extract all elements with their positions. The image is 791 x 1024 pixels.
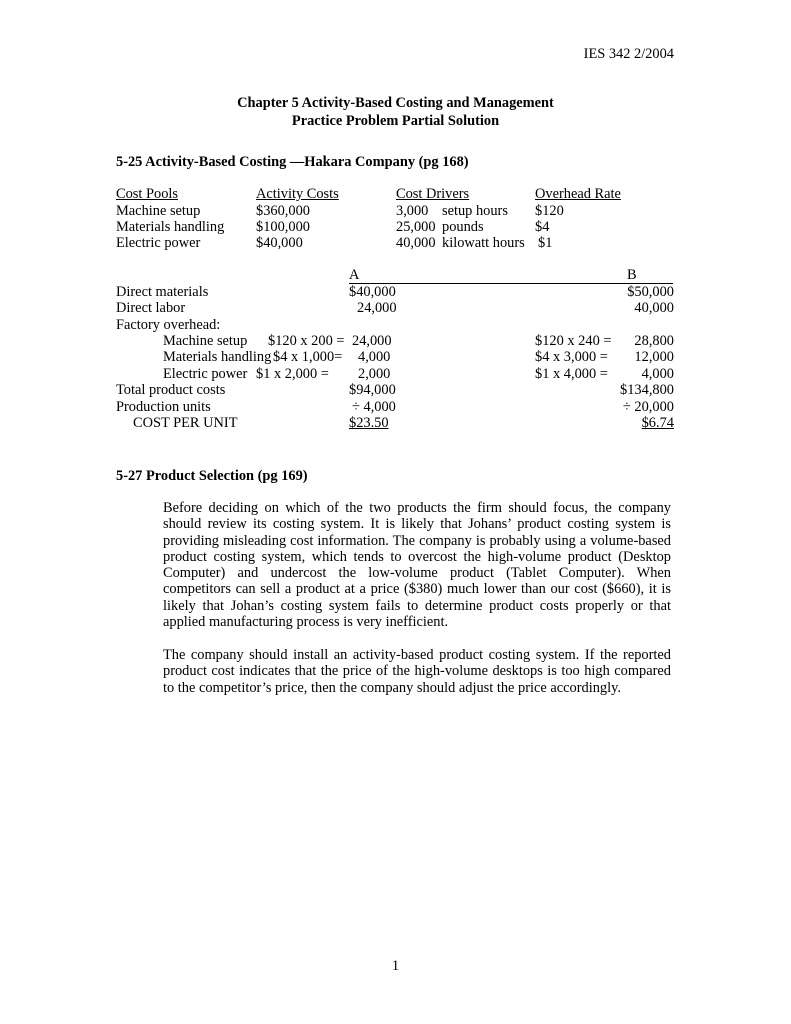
page-title: Chapter 5 Activity-Based Costing and Management bbox=[237, 95, 554, 111]
paragraph-product-selection: Before deciding on which of the two products the firm should focus, the company should review its costing system. It is likely that Johans’ product costing system is providing misleading cost information. The company is probably using a volume-based product costing system, which tends to overcost the high-volume product (Desktop Computer) and undercost the low-volume product (Tablet Computer). When competitors can sell a product at a price ($380) much lower than our cost ($660), it is likely that Johan’s costing system fails to determine product costs properly or that applied manufacturing process is very inefficient. bbox=[163, 500, 671, 631]
total-product-costs-a: $94,000 bbox=[349, 382, 396, 398]
rate-row-quantity: 25,000 bbox=[396, 219, 436, 235]
page-number: 1 bbox=[391, 958, 400, 974]
rate-row-driver: setup hours bbox=[442, 203, 508, 219]
production-units-b: ÷ 20,000 bbox=[622, 399, 674, 415]
production-units-a: ÷ 4,000 bbox=[352, 399, 396, 415]
rate-row-pool: Machine setup bbox=[116, 203, 201, 219]
overhead-a: 2,000 bbox=[358, 366, 391, 382]
document-reference: IES 342 2/2004 bbox=[583, 46, 674, 62]
overhead-calc-a: $120 x 200 = bbox=[268, 333, 345, 349]
rate-row-driver: kilowatt hours bbox=[442, 235, 525, 251]
overhead-b: 12,000 bbox=[634, 349, 674, 365]
cost-per-unit-a: $23.50 bbox=[349, 415, 389, 431]
total-product-costs-b: $134,800 bbox=[620, 382, 674, 398]
cost-label-direct-labor: Direct labor bbox=[116, 300, 186, 316]
rate-row-cost: $100,000 bbox=[256, 219, 310, 235]
rate-header-overhead-rate: Overhead Rate bbox=[535, 186, 621, 202]
section-heading-5-27: 5-27 Product Selection (pg 169) bbox=[116, 468, 308, 484]
rate-row-quantity: 3,000 bbox=[396, 203, 429, 219]
rate-row-rate: $4 bbox=[535, 219, 550, 235]
rate-header-cost-pools: Cost Pools bbox=[116, 186, 178, 202]
rate-row-rate: $1 bbox=[538, 235, 553, 251]
cost-b-direct-labor: 40,000 bbox=[634, 300, 674, 316]
rate-header-cost-drivers: Cost Drivers bbox=[396, 186, 470, 202]
rate-row-rate: $120 bbox=[535, 203, 564, 219]
rate-row-pool: Materials handling bbox=[116, 219, 225, 235]
page-subtitle: Practice Problem Partial Solution bbox=[291, 113, 500, 129]
factory-overhead-label: Factory overhead: bbox=[116, 317, 221, 333]
overhead-b: 28,800 bbox=[634, 333, 674, 349]
overhead-b: 4,000 bbox=[641, 366, 674, 382]
rate-row-driver: pounds bbox=[442, 219, 484, 235]
cost-per-unit-b: $6.74 bbox=[641, 415, 674, 431]
rate-row-pool: Electric power bbox=[116, 235, 201, 251]
overhead-calc-b: $1 x 4,000 = bbox=[535, 366, 608, 382]
cost-column-a-header: A bbox=[349, 267, 360, 283]
paragraph-recommendation: The company should install an activity-based product costing system. If the reported product cost indicates that the price of the high-volume desktops is too high compared to the competitor’s price, then the company should adjust the price accordingly. bbox=[163, 647, 671, 696]
rate-row-quantity: 40,000 bbox=[396, 235, 436, 251]
cost-b-direct-materials: $50,000 bbox=[627, 284, 674, 300]
cost-column-b-header: B bbox=[627, 267, 637, 283]
section-heading-5-25: 5-25 Activity-Based Costing —Hakara Company (pg 168) bbox=[116, 154, 469, 170]
rate-header-activity-costs: Activity Costs bbox=[256, 186, 339, 202]
overhead-a: 4,000 bbox=[358, 349, 391, 365]
column-header-rule bbox=[349, 283, 673, 284]
overhead-calc-a: $1 x 2,000 = bbox=[256, 366, 329, 382]
rate-row-cost: $360,000 bbox=[256, 203, 310, 219]
cost-a-direct-labor: 24,000 bbox=[357, 300, 397, 316]
cost-per-unit-label: COST PER UNIT bbox=[133, 415, 238, 431]
total-product-costs-label: Total product costs bbox=[116, 382, 226, 398]
production-units-label: Production units bbox=[116, 399, 211, 415]
cost-a-direct-materials: $40,000 bbox=[349, 284, 396, 300]
overhead-label: Materials handling bbox=[163, 349, 272, 365]
overhead-label: Electric power bbox=[163, 366, 248, 382]
rate-row-cost: $40,000 bbox=[256, 235, 303, 251]
overhead-label: Machine setup bbox=[163, 333, 248, 349]
overhead-calc-b: $120 x 240 = bbox=[535, 333, 612, 349]
overhead-calc-a: $4 x 1,000= bbox=[273, 349, 343, 365]
cost-label-direct-materials: Direct materials bbox=[116, 284, 209, 300]
overhead-calc-b: $4 x 3,000 = bbox=[535, 349, 608, 365]
overhead-a: 24,000 bbox=[352, 333, 392, 349]
